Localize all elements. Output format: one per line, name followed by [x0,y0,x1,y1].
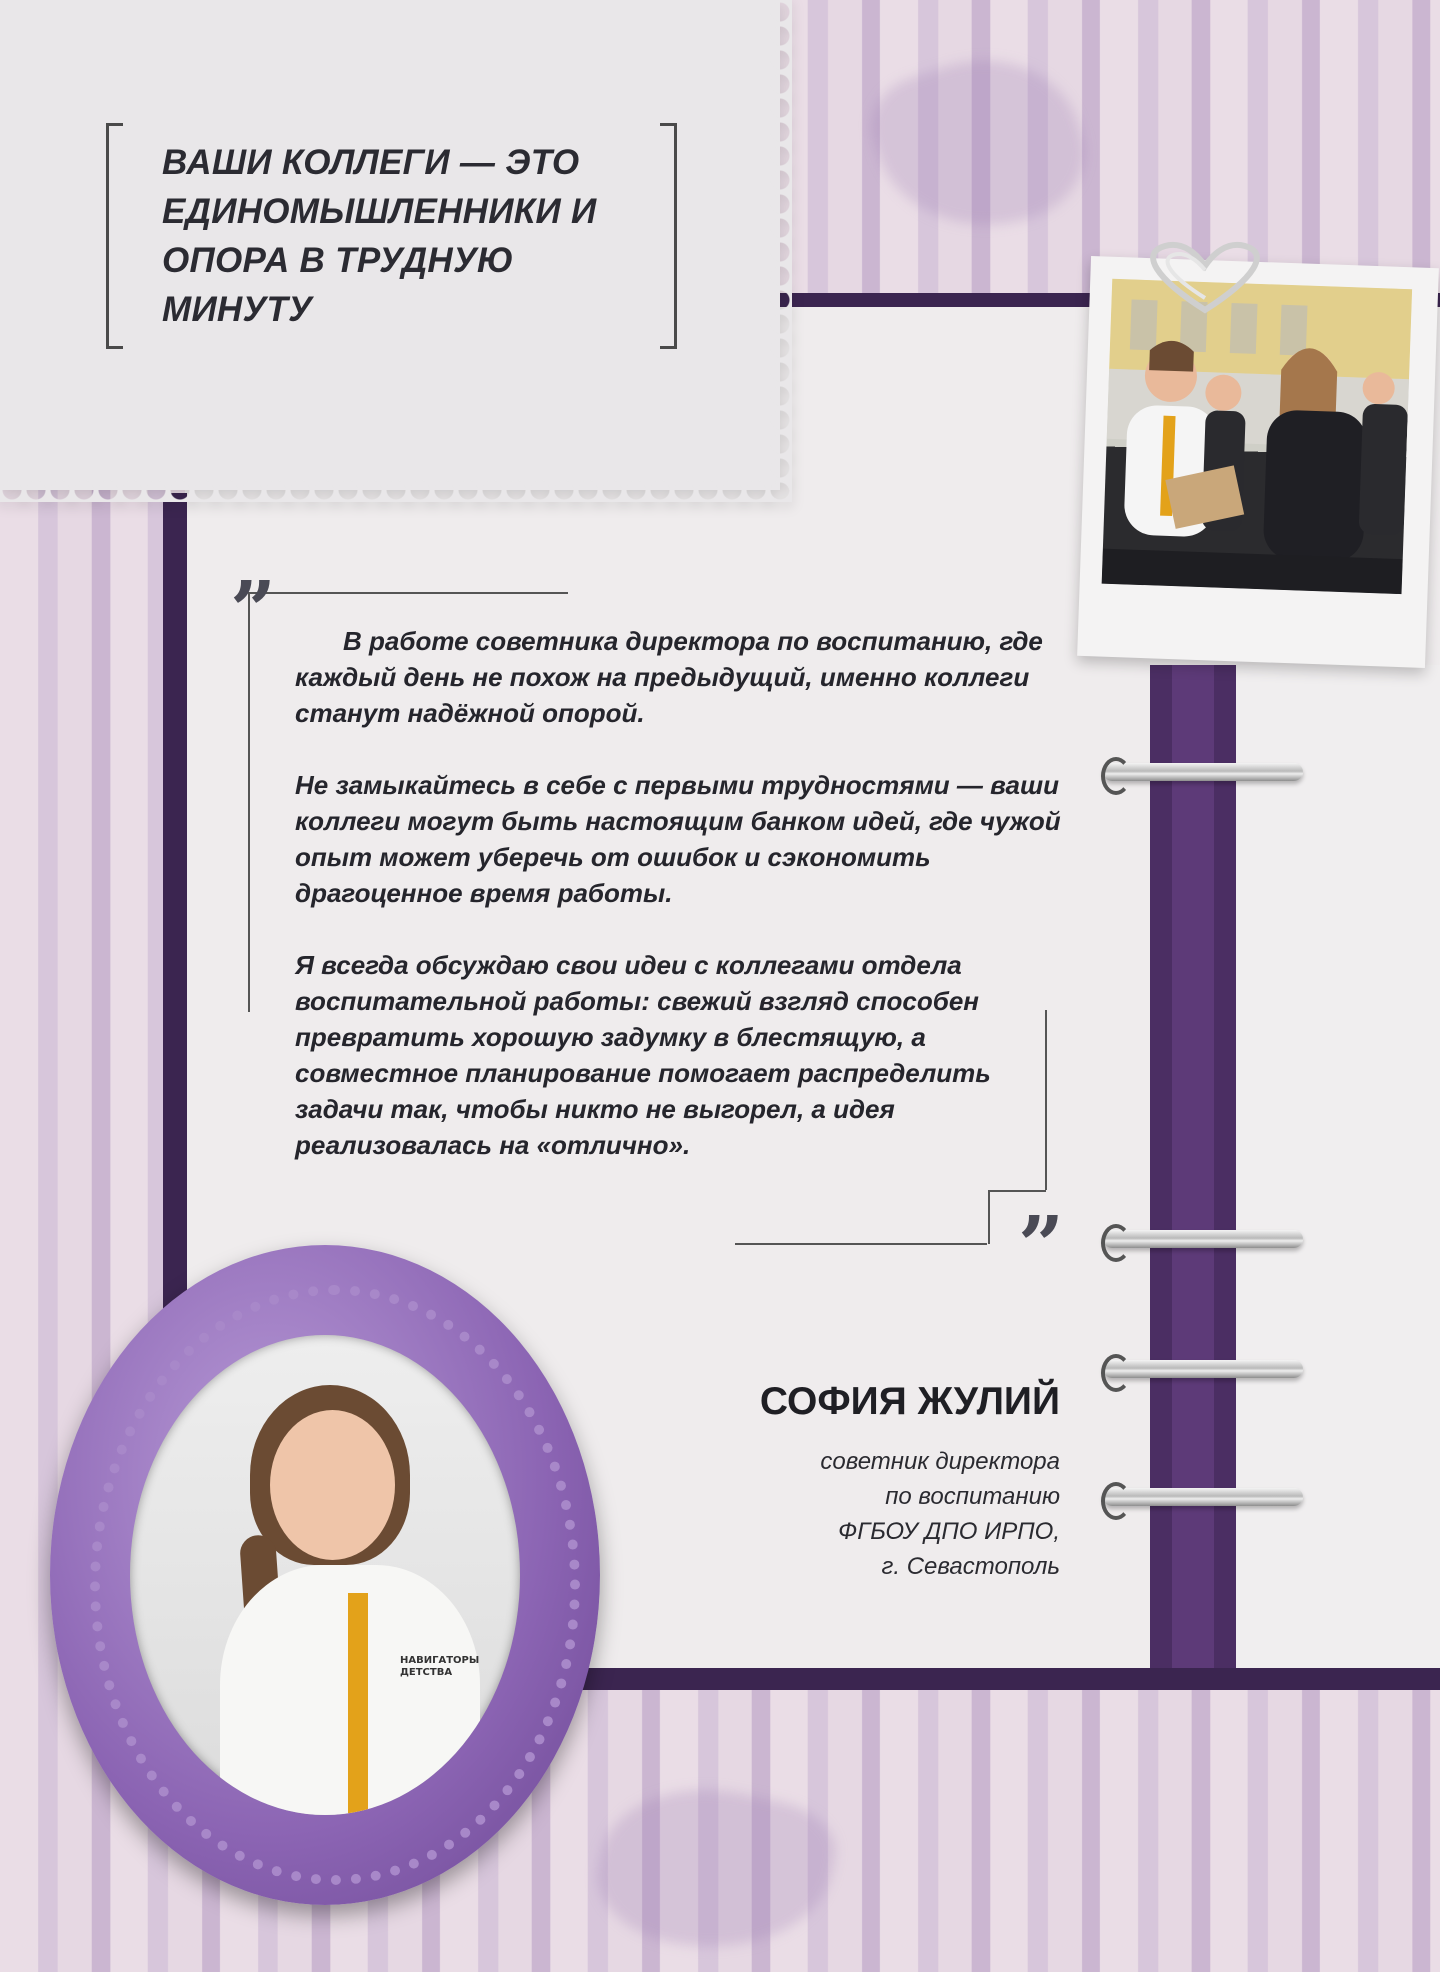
headline: ВАШИ КОЛЛЕГИ — ЭТО ЕДИНОМЫШЛЕННИКИ И ОПОРА В ТРУДНУЮ МИНУТУ [162,143,597,329]
decor-blob-bottom [586,1768,844,1972]
binder-ring [1103,1222,1303,1256]
author-role [560,1444,1060,1584]
bracket-left [106,123,123,349]
quote-close-mark: ” [1018,1198,1057,1292]
quote-frame-line [248,592,568,594]
quote-body [295,623,1075,1199]
binder-ring [1103,755,1303,789]
author-role-line: по воспитанию [885,1483,1060,1510]
author-name: СОФИЯ ЖУЛИЙ [759,1380,1060,1423]
quote-paragraph: Я всегда обсуждаю свои идеи с коллегами отдела воспитательной работы: свежий взгляд способен превратить хорошую задумку в блестящую, а совместное планирование помогает распределить задачи так, чтобы никто не выгорел, а идея реализовалась на «отлично». [295,950,991,1160]
notebook-right-page [1236,665,1440,1668]
quote-frame-line [735,1243,987,1245]
author-role-line: советник директора [820,1448,1060,1475]
decor-blob-top [859,33,1102,256]
author-role-line: г. Севастополь [881,1553,1060,1580]
quote-paragraph: В работе советника директора по воспитанию, где каждый день не похож на предыдущий, именно коллеги станут надёжной опорой. [295,626,1043,728]
notebook-bottom-edge [580,1668,1440,1690]
author-role-line: ФГБОУ ДПО ИРПО, [838,1518,1060,1545]
quote-open-mark: ” [230,563,269,657]
shirt-logo-text: НАВИГАТОРЫ ДЕТСТВА [400,1655,480,1678]
event-photo [1102,279,1412,594]
heart-paperclip-icon [1135,238,1275,318]
portrait-frame [50,1245,600,1905]
author-photo [130,1335,520,1815]
bracket-right [660,123,677,349]
binder-ring [1103,1352,1303,1386]
quote-paragraph: Не замыкайтесь в себе с первыми трудностями — ваши коллеги могут быть настоящим банком идей, где чужой опыт может уберечь от ошибок и сэкономить драгоценное время работы. [295,770,1061,908]
binder-ring [1103,1480,1303,1514]
notebook-spine [1150,665,1236,1685]
